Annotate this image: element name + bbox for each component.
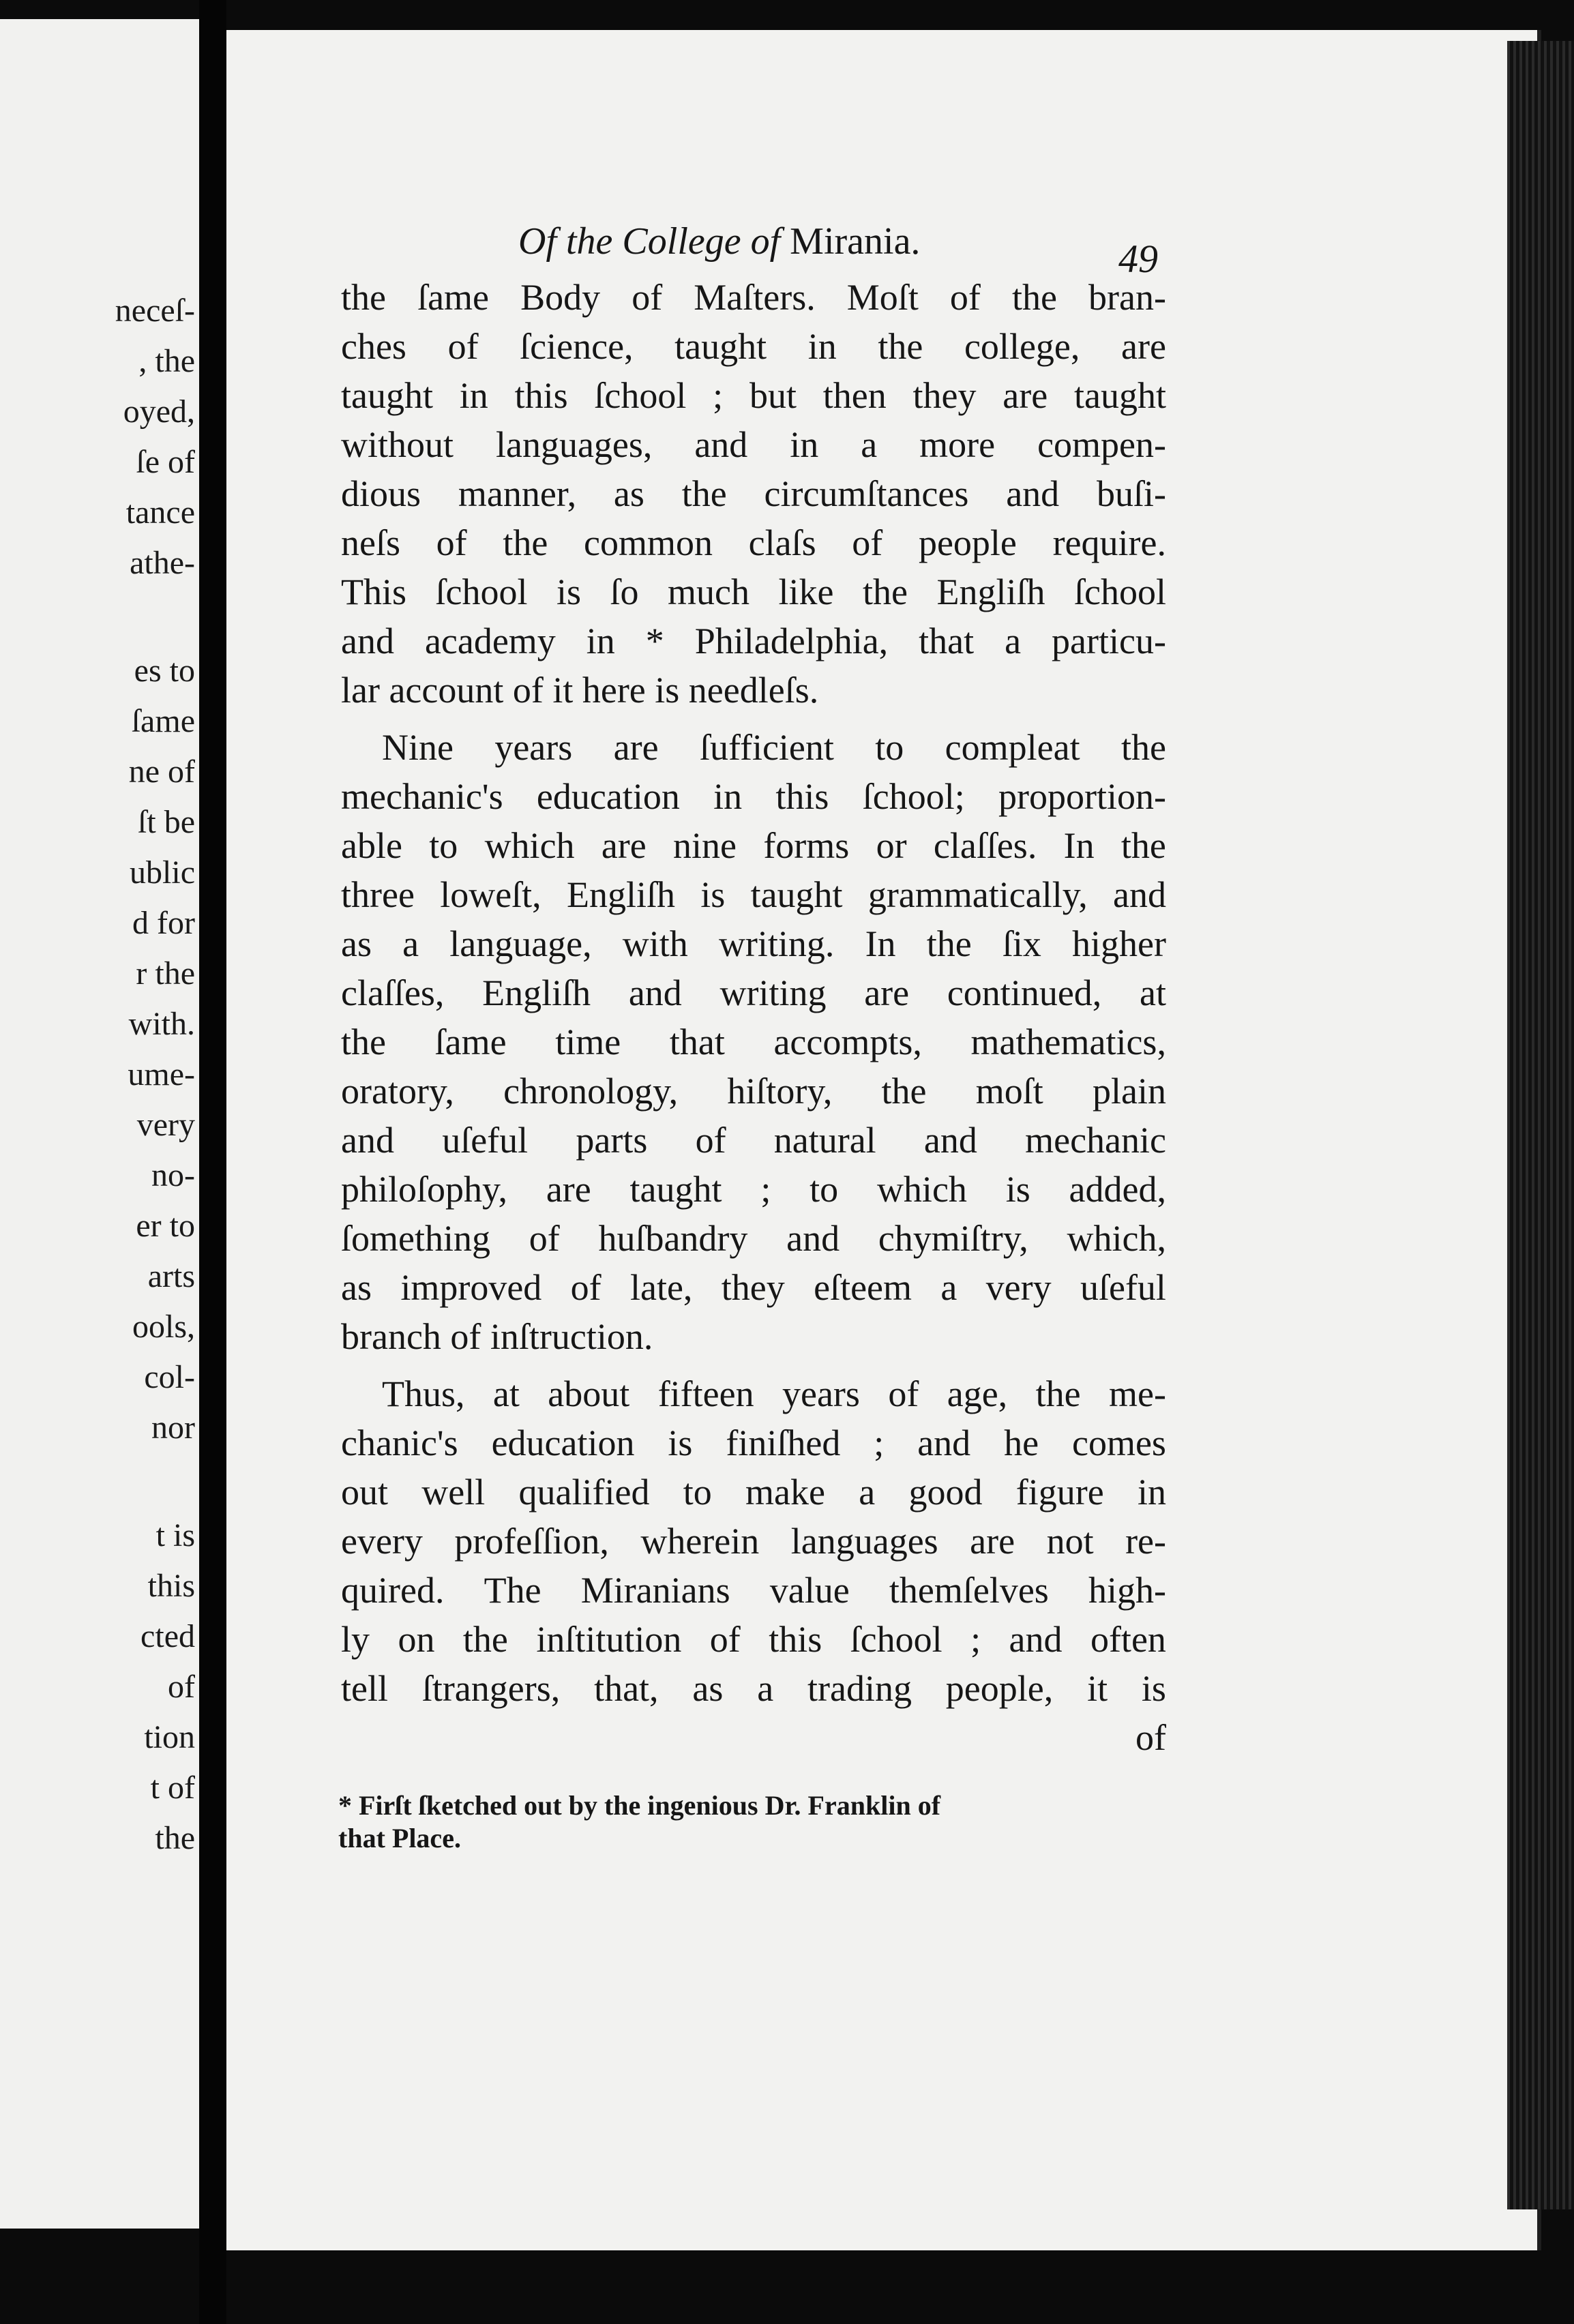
text-line: philoſophy, are taught ; to which is added,	[341, 1169, 1166, 1210]
text-line: dious manner, as the circumſtances and buſi-	[341, 473, 1166, 514]
left-fragment: es to	[134, 653, 195, 689]
text-line: every profeſſion, wherein languages are not re-	[341, 1521, 1166, 1562]
text-line: the ſame Body of Maſters. Moſt of the bran-	[341, 277, 1166, 318]
text-line: This ſchool is ſo much like the Engliſh ſchool	[341, 571, 1166, 612]
left-fragment: ublic	[130, 854, 195, 891]
header-title-italic: Of the College of	[518, 220, 781, 263]
text-line: branch of inſtruction.	[341, 1316, 653, 1357]
book-gutter	[199, 0, 226, 2324]
text-line: Thus, at about fifteen years of age, the me-	[382, 1373, 1166, 1414]
catchword: of	[1135, 1717, 1166, 1758]
text-line: claſſes, Engliſh and writing are continued, at	[341, 972, 1166, 1013]
left-fragment: with.	[128, 1006, 195, 1042]
footnote-line: that Place.	[338, 1823, 461, 1853]
text-line: and academy in * Philadelphia, that a particu-	[341, 621, 1166, 661]
running-header	[518, 220, 920, 263]
footnote-line: * Firſt ſketched out by the ingenious Dr. Franklin of	[338, 1790, 941, 1821]
left-fragment: r the	[136, 955, 195, 992]
text-line: chanic's education is finiſhed ; and he comes	[341, 1422, 1166, 1463]
left-fragment: ools,	[132, 1309, 195, 1345]
left-fragment: no-	[151, 1157, 195, 1193]
left-fragment: t is	[155, 1517, 195, 1553]
text-line: without languages, and in a more compen-	[341, 424, 1166, 465]
text-line: as improved of late, they eſteem a very uſeful	[341, 1267, 1166, 1308]
text-line: ly on the inſtitution of this ſchool ; and often	[341, 1619, 1166, 1660]
text-line: oratory, chronology, hiſtory, the moſt plain	[341, 1071, 1166, 1112]
left-fragment: this	[147, 1568, 195, 1604]
footnote	[338, 1789, 1170, 1855]
left-fragment: neceſ-	[115, 293, 195, 329]
left-fragment: athe-	[130, 545, 195, 581]
left-fragment: nor	[151, 1410, 195, 1446]
text-line: Nine years are ſufficient to compleat the	[382, 727, 1166, 768]
header-title-roman: Mirania.	[790, 220, 921, 263]
page-number: 49	[1118, 237, 1158, 281]
text-line: the ſame time that accompts, mathematics,	[341, 1022, 1166, 1062]
left-fragment: oyed,	[123, 393, 195, 430]
left-fragment: of	[168, 1669, 195, 1705]
text-line: ſomething of huſbandry and chymiſtry, which,	[341, 1218, 1166, 1259]
text-line: as a language, with writing. In the ſix higher	[341, 923, 1166, 964]
text-line: mechanic's education in this ſchool; proportion-	[341, 776, 1166, 817]
left-fragment: er to	[136, 1208, 195, 1244]
left-fragment: , the	[138, 343, 195, 379]
left-fragment: arts	[147, 1258, 195, 1294]
left-page-fragment	[0, 19, 199, 2229]
left-fragment: very	[136, 1107, 195, 1143]
left-fragment: tion	[144, 1719, 195, 1755]
body-text	[341, 273, 1166, 1762]
left-fragment: tance	[125, 494, 195, 531]
text-line: able to which are nine forms or claſſes. In the	[341, 825, 1166, 866]
page-edges	[1507, 41, 1574, 2209]
text-line: three loweſt, Engliſh is taught grammatically, and	[341, 874, 1166, 915]
text-line: lar account of it here is needleſs.	[341, 670, 819, 711]
left-fragment: t of	[150, 1770, 195, 1806]
left-fragment: ſt be	[138, 804, 195, 840]
text-line: out well qualified to make a good figure in	[341, 1472, 1166, 1513]
text-line: taught in this ſchool ; but then they are taught	[341, 375, 1166, 416]
text-line: ches of ſcience, taught in the college, are	[341, 326, 1166, 367]
left-fragment: d for	[132, 905, 195, 941]
text-line: and uſeful parts of natural and mechanic	[341, 1120, 1166, 1161]
left-fragment: cted	[140, 1618, 195, 1654]
left-fragment: ume-	[128, 1056, 195, 1092]
left-fragment: ſame	[131, 703, 195, 739]
left-fragment: ſe of	[136, 444, 195, 480]
text-line: neſs of the common claſs of people require.	[341, 522, 1166, 563]
text-line: tell ſtrangers, that, as a trading people, it is	[341, 1668, 1166, 1709]
left-fragment: the	[155, 1820, 195, 1856]
left-fragment: col-	[144, 1359, 195, 1395]
left-fragment: ne of	[128, 754, 195, 790]
text-line: quired. The Miranians value themſelves high-	[341, 1570, 1166, 1611]
